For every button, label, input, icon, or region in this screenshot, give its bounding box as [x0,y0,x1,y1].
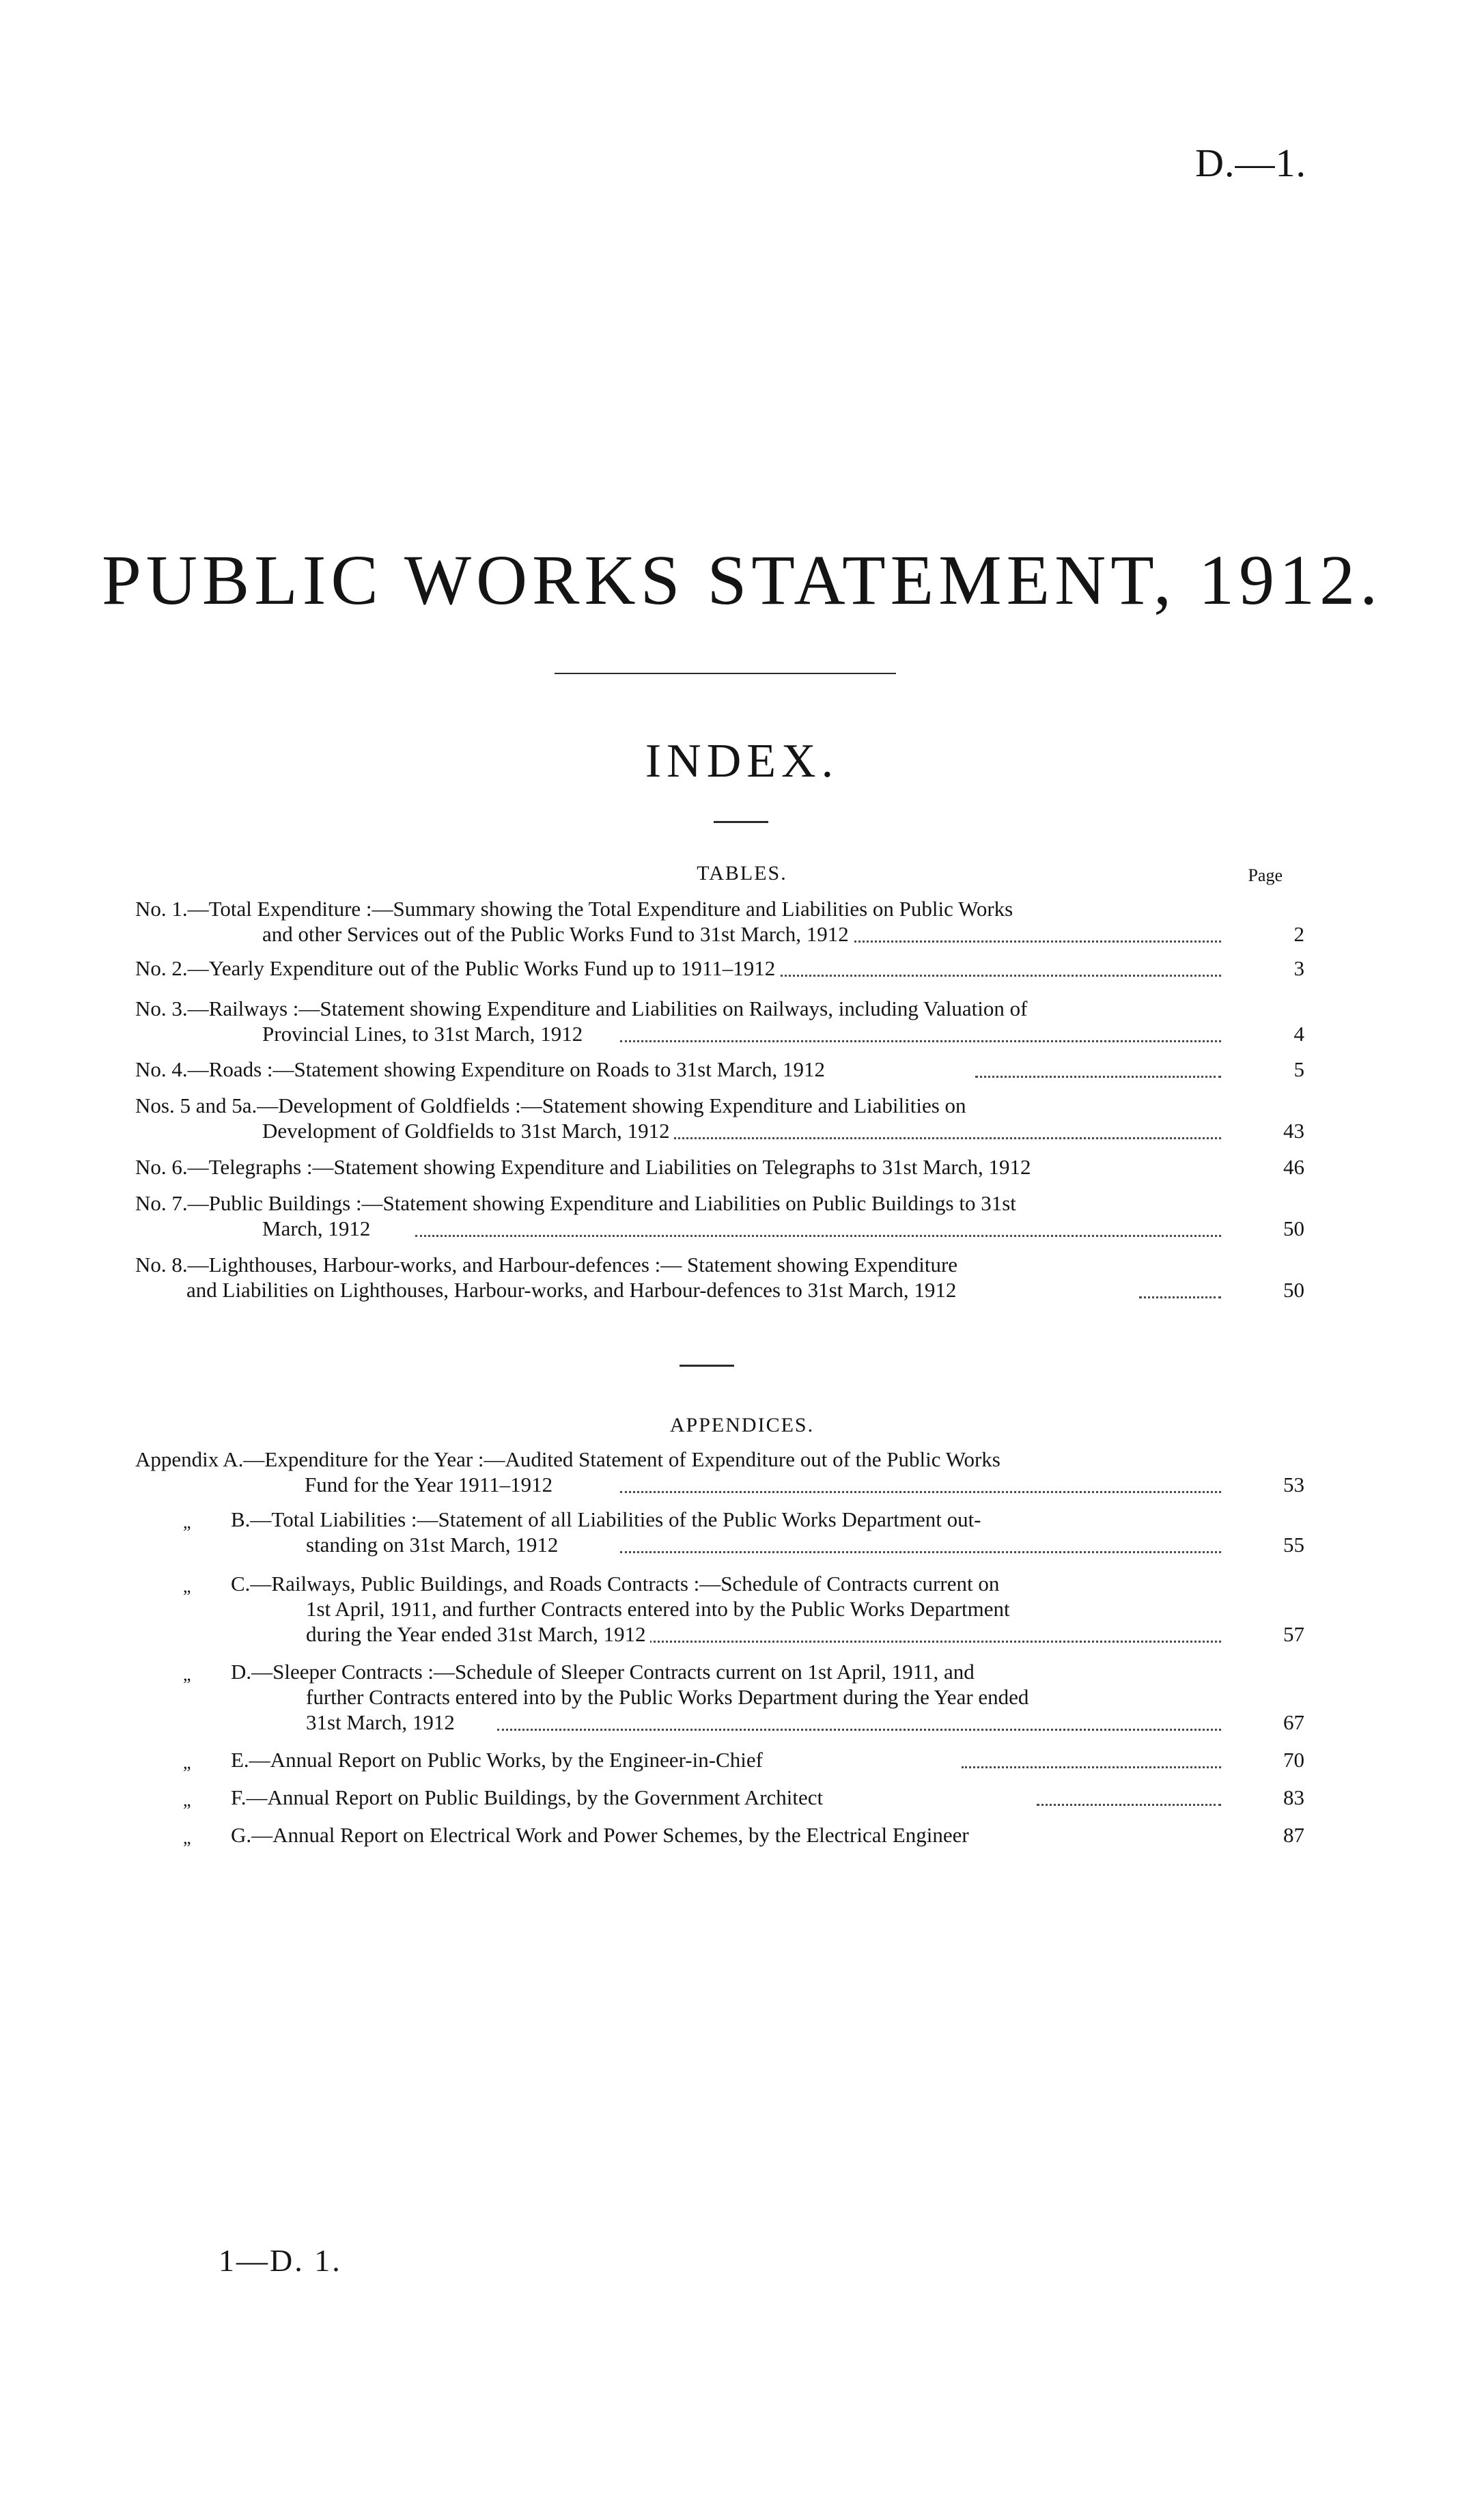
index-heading: INDEX. [645,735,839,788]
ditto-mark: „ [183,1828,191,1848]
appendix-b [135,1507,1304,1557]
entry-line: Provincial Lines, to 31st March, 1912 [262,1022,587,1046]
entry-line: No. 3.—Railways :—Statement showing Expenditure and Liabilities on Railways, including Valuation of [135,997,1028,1020]
entry-page: 55 [1283,1533,1304,1557]
appendices-list [135,1447,1304,1848]
entry-line: No. 2.—Yearly Expenditure out of the Public Works Fund up to 1911–1912 [135,956,779,980]
entry-page: 2 [1293,922,1304,946]
entry-line: during the Year ended 31st March, 1912 [306,1622,650,1646]
index-rule [714,821,768,823]
appendix-e [135,1747,1304,1772]
appendix-d [135,1659,1304,1735]
entry-page: 70 [1283,1748,1304,1772]
entry-line: further Contracts entered into by the Public Works Department during the Year ended [306,1685,1029,1709]
tables-heading: TABLES. [697,862,787,885]
entry-line: standing on 31st March, 1912 [306,1533,562,1557]
table-entry-6 [135,1154,1304,1180]
entry-line: E.—Annual Report on Public Works, by the Engineer-in-Chief [231,1748,767,1772]
section-rule [680,1365,734,1367]
entry-line: D.—Sleeper Contracts :—Schedule of Sleeper Contracts current on 1st April, 1911, and [231,1660,975,1684]
entry-page: 87 [1283,1823,1304,1847]
appendix-c [135,1571,1304,1647]
appendices-heading: APPENDICES. [669,1414,815,1436]
appendix-g [135,1822,1304,1848]
entry-line: G.—Annual Report on Electrical Work and Power Schemes, by the Electrical Engineer [231,1823,973,1847]
entry-line: March, 1912 [262,1216,374,1240]
entry-page: 3 [1293,956,1304,980]
entry-line: Development of Goldfields to 31st March, 1912 [262,1119,674,1143]
entry-line: Appendix A.—Expenditure for the Year :—Audited Statement of Expenditure out of the Public Works [135,1447,1000,1471]
title-rule [555,673,896,674]
appendix-f [135,1785,1304,1810]
table-entry-1 [135,896,1304,947]
entry-line: B.—Total Liabilities :—Statement of all Liabilities of the Public Works Department out- [231,1507,981,1531]
entry-line: No. 7.—Public Buildings :—Statement showing Expenditure and Liabilities on Public Buildings to 31st [135,1191,1016,1215]
tables-list [135,896,1304,1303]
entry-line: C.—Railways, Public Buildings, and Roads Contracts :—Schedule of Contracts current on [231,1572,1000,1596]
document-title: PUBLIC WORKS STATEMENT, 1912. [101,541,1383,619]
table-entry-7 [135,1190,1304,1241]
entry-line: F.—Annual Report on Public Buildings, by the Government Architect [231,1785,827,1809]
ditto-mark: „ [183,1753,191,1772]
ditto-mark: „ [183,1665,191,1684]
ditto-mark: „ [183,1512,191,1532]
entry-page: 57 [1283,1622,1304,1646]
entry-line: Fund for the Year 1911–1912 [305,1473,557,1496]
table-entry-2 [135,956,1304,981]
entry-line: 1st April, 1911, and further Contracts entered into by the Public Works Department [306,1597,1010,1621]
page-footer: 1—D. 1. [219,2243,342,2278]
entry-line: No. 8.—Lighthouses, Harbour-works, and Harbour-defences :— Statement showing Expenditure [135,1253,958,1277]
entry-line: and other Services out of the Public Works Fund to 31st March, 1912 [262,922,853,946]
entry-line: No. 1.—Total Expenditure :—Summary showing the Total Expenditure and Liabilities on Public Works [135,897,1013,921]
table-entry-3 [135,996,1304,1046]
entry-line: and Liabilities on Lighthouses, Harbour-works, and Harbour-defences to 31st March, 1912 [186,1278,960,1302]
entry-page: 53 [1283,1473,1304,1496]
table-entry-5 [135,1093,1304,1143]
entry-page: 46 [1283,1155,1304,1179]
entry-page: 67 [1283,1710,1304,1734]
entry-page: 50 [1283,1278,1304,1302]
entry-page: 83 [1283,1785,1304,1809]
entry-line: 31st March, 1912 [306,1710,459,1734]
table-entry-8 [135,1252,1304,1303]
page-column-heading: Page [1248,865,1283,885]
appendix-a [135,1447,1304,1497]
table-entry-4 [135,1057,1304,1082]
entry-line: Nos. 5 and 5a.—Development of Goldfields :—Statement showing Expenditure and Liabilities on [135,1094,966,1117]
ditto-mark: „ [183,1576,191,1596]
entry-page: 5 [1293,1057,1304,1081]
entry-page: 4 [1293,1022,1304,1046]
document-reference: D.—1. [1195,141,1306,185]
entry-line: No. 4.—Roads :—Statement showing Expenditure on Roads to 31st March, 1912 [135,1057,829,1081]
entry-page: 50 [1283,1216,1304,1240]
entry-line: No. 6.—Telegraphs :—Statement showing Expenditure and Liabilities on Telegraphs to 31st March, 1912 [135,1155,1035,1179]
ditto-mark: „ [183,1790,191,1810]
entry-page: 43 [1283,1119,1304,1143]
